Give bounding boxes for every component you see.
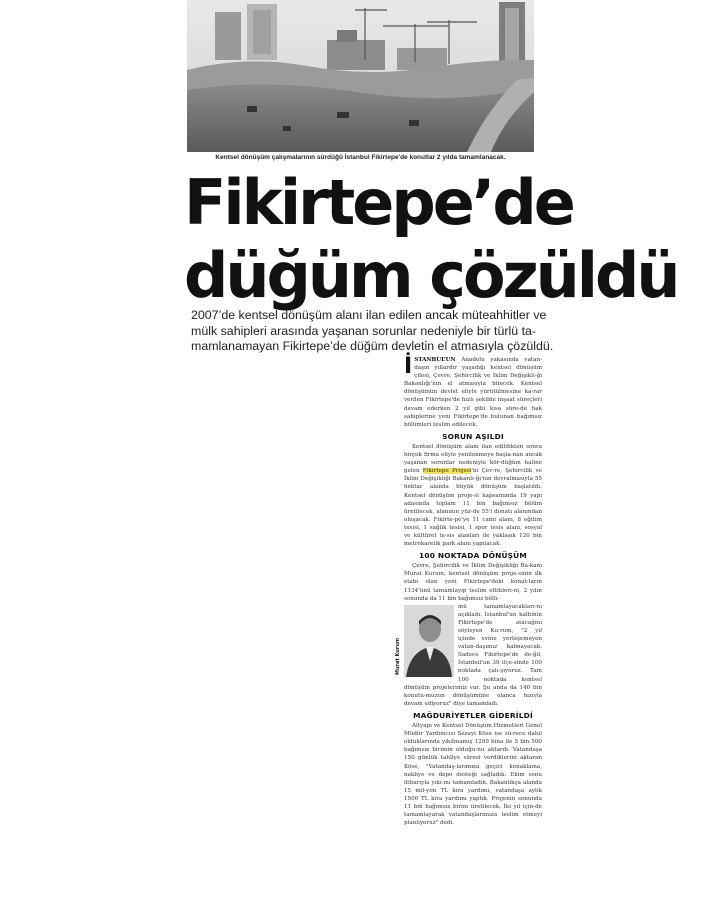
construction-site-photo (187, 0, 534, 152)
lead-paragraph (404, 356, 542, 429)
lede-line: 2007’de kentsel dönüşüm alanı ilan edilen ancak müteahhitler ve (191, 308, 547, 322)
lede-line: mamlanamayan Fikirtepe’de düğüm devletin el atmasıyla çözüldü. (191, 339, 554, 353)
section-title: 100 NOKTADA DÖNÜŞÜM (419, 551, 527, 561)
section-title: MAĞDURİYETLER GİDERİLDİ (413, 710, 533, 720)
murat-kurum-portrait (396, 605, 454, 677)
headline-line-2: düğüm çözüldü (184, 239, 678, 312)
highlighted-term: Fikirtepe Projesi (422, 468, 472, 475)
lead-text: Anadolu yakasında vatan-daşın yıllardır yaşadığı kentsel dönüşüm çilesi, Çevre, Şehircilik ve İklim Değişikli-ği Bakanlığı'nın el atmasıyla bitecek. Kentsel dönüşümün devlet eliyle yürütülmesine ka-rar verilen Fikirtepe'de hızlı şekilde inşaat süreçleri devam ederken 2 yıl gibi kısa süre-de hak sahiplerine yeni Fikirtepe'de bulunan bağımsız bölümleri teslim edilecek. (404, 357, 542, 428)
section-paragraph: Kentsel dönüşüm alanı ilan edildikten sonra birçok firma eliyle yenilenmeye başla-nan ancak yaşanan sorunlar nedeniyle kör-düğüm haline gelen Fikirtepe Projesi'ni Çev-re, Şehircilik ve İklim Değişikliği Bakanlı-ğı'nın devralmasıyla 55 hektar alanda büyük dönüşüm başlatıldı. Kentsel dönüşüm proje-si kapsamında 19 yapı adasında toplam 11 bin bağımsız bölüm üretilecek, alanının yüz-de 55'i donatı alanından oluşacak. Fikirte-pe'ye 11 cami alanı, 8 eğitim tesisi, 1 sağlık tesisi, 1 spor tesis alanı, sosyal ve kültürel te-sis alanları ile yaklaşık 120 bin metrekarelik park alanı yapılacak. (404, 443, 542, 548)
section-paragraph: Çevre, Şehircilik ve İklim Değişikliği Ba-kanı Murat Kurum, kentsel dönüşüm proje-sinin ilk etabı olan yeni Fikirtepe'deki konut-ların 1134'ünü tamamlayıp teslim ettikleri-ni, 2 yılın sonunda da 11 bin bağımsız bölü- (404, 563, 542, 602)
headline-line-1: Fikirtepe’de (184, 166, 573, 239)
lead-caps: STANBUL’UN (414, 357, 456, 363)
section-paragraph: Altyapı ve Kentsel Dönüşüm Hizmetleri Genel Müdür Yardımcısı Sezayi Köse ise sü-rece dahil olduklarında yıkılmamış 1299 bina ile 5 bin 500 bağımsız birimin olduğu-nu aktardı. Vatandaşa 150 günlük tahliye süresi verdiklerini aktaran Köse, "Vatandaş-larımıza geçici konaklama, nakliye ve depo desteği sağladık. Ekim sonu itibarıyla yıkı-mı tamamladık. Bakanlıkça alanda 15 mil-yon TL kira yardımı, vatandaşa aylık 1500 TL kira yardımı yaptık. Projenin sonunda 11 bin bağımsız birim üretilecek. İki yıl için-de tamamlayarak vatandaşlarımıza teslim etmeyi planlıyoruz" dedi. (404, 723, 542, 827)
person-photo-icon (404, 605, 454, 677)
portrait-label: Murat Kurum (395, 637, 401, 675)
lede (191, 308, 554, 355)
lede-line: mülk sahipleri arasında yaşanan sorunlar nedeniyle bir türlü ta- (191, 323, 537, 338)
article-body (395, 354, 542, 827)
section-paragraph: mü tamamlayacakları-nı açıkladı. İstanbul'un kalbinin Fikirtepe'de atacağını söyleyen Ku-rum, "2 yıl içinde evine yerleşemeyen vatan-daşımız kalmayacak. Sadece Fikirtepe'de de-ğil, İstanbul'un 39 ilçe-sinde 100 noktada çalı-şıyoruz. Tam 100 noktada kentsel dönüşüm projelerimiz var. Şu anda da 140 bin konutu-muzun dönüşümüne olanca hızıyla devam ediyoruz" diye tamamladı. (404, 603, 542, 707)
section-title: SORUN AŞILDI (442, 431, 504, 441)
dropcap: İ (404, 354, 413, 379)
photo-caption: Kentsel dönüşüm çalışmalarının sürdüğü İstanbul Fikirtepe'de konutlar 2 yılda tamamlanacak. (215, 154, 506, 161)
